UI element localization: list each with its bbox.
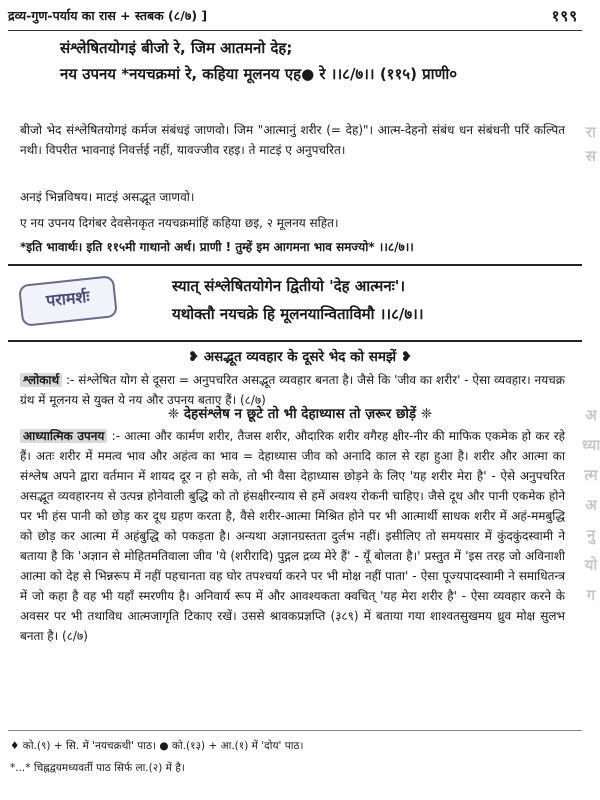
side-char: स [585,147,597,165]
shlokarth-text: :- संश्लेषित योग से दूसरा = अनुपचरित असद्भूत व्यवहार बनता है। जैसे कि 'जीव का शरीर' - ऐसा व्यवहार। नयचक्र ग्रंथ में मूलनय से युक्त ये नय और उपनय बताए हैं। (८/७) [20,373,565,407]
tabbaka-line-2: अनइं भिन्नविषय। माटइं असद्भूत जाणवो। [20,190,195,204]
paramarsh-line-2: यथोक्तौ नयचक्रे हि मूलनयान्विताविमौ ।।८/७।। [172,305,424,323]
upanay-paragraph [20,426,565,646]
upanay-text: :- आत्मा और कार्मण शरीर, तैजस शरीर, औदारिक शरीर वगैरह क्षीर-नीर की माफिक एकमेक हो कर रहे हैं। अतः शरीर में ममत्व भाव और अहंत्व का भाव = देहाध्यास जीव को अनादि काल से रहा हुआ है। शरीर और आत्मा का संश्लेष अपने द्वारा वर्तमान में शायद दूर न हो सके, तो भी वैसा देहाध्यास छोड़ने के लिए 'यह शरीर मेरा है' - ऐसे अनुपचरित असद्भूत व्यवहारनय से उत्पन्न होनेवाली बुद्धि को तो हंसक्षीरन्याय से हमें अवश्य रोकनी चाहिए। जैसे दूध और पानी एकमेक होने पर भी हंस पानी को छोड़ कर दूध ग्रहण करता है, वैसे शरीर-आत्मा मिश्रित होने पर भी आत्मार्थी साधक शरीर में अहं-ममबुद्धि को छोड़ कर आत्मा में अहंबुद्धि को पकड़ता है। अन्यथा अज्ञानग्रस्तता दुर्लभ नहीं। इसीलिए तो समयसार में कुंदकुंदस्वामी ने बताया है कि 'अज्ञान से मोहितमतिवाला जीव 'ये (शरीरादि) पुद्गल द्रव्य मेरे हैं' - यूँ बोलता है।' प्रस्तुत में 'इस तरह जो अविनाशी आत्मा को देह से भिन्नरूप में नहीं पहचानता वह घोर तपश्चर्या करने पर भी मोक्ष नहीं पाता' - ऐसा पूज्यपादस्वामी ने समाधितन्त्र में जो कहा है वह भी यहाँ स्मरणीय है। अनिवार्य रूप में और आवश्यकता क्वचित् 'यह मेरा शरीर है' - ऐसा व्यवहार करने के अवसर पर भी तथाविध आत्मजागृति टिकाए रखें। उससे श्रावकप्रज्ञप्ति (३८९) में बताया गया शाश्वतसुखमय ध्रुव मोक्ष सुलभ बनता है। (८/७) [20,429,565,643]
footnote-2: *...* चिह्नद्वयमध्यवर्ती पाठ सिर्फ ला.(२) में है। [10,762,185,774]
side-char: त्म [584,466,598,484]
shlokarth-tag: श्लोकार्थ [20,373,62,387]
paramarsh-box [8,264,582,342]
side-char: अ [585,496,597,514]
tabbaka-line-3: ए नय उपनय दिगंबर देवसेनकृत नयचक्रमांहिं कहिया छइ, २ मूलनय सहित। [20,216,339,230]
side-margin-bottom [582,400,600,610]
tabbaka-paragraph: बीजो भेद संश्लेषितयोगइं कर्मज संबंधइं जाणवो। जिम "आत्मानुं शरीर (= देह)"। आत्म-देहनो संबंध धन संबंधनी परिं कल्पित नथी। विपरीत भावनाइं निवर्त्तई नहीं, यावज्जीव रहइ। ते माटइं ए अनुपचरित। [20,123,565,157]
side-margin-top [582,120,600,168]
paramarsh-badge-label: परामर्शः [45,286,91,311]
verse-line-2: नय उपनय *नयचक्रमां रे, कहिया मूलनय एह● रे ।।८/७।। (११५) प्राणी० [60,65,458,83]
page-number: १९९ [551,7,578,25]
footnote-1: ♦ को.(९) + सि. में 'नयचक्रथी' पाठ। ● को.(१३) + आ.(१) में 'दोय' पाठ। [10,740,304,752]
tabbaka-line-4: *इति भावार्थः। इति ११५मी गाथानो अर्थ। प्राणी ! तुम्हें इम आगमना भाव समज्यो* ।।८/७।। [20,240,414,254]
running-title: द्रव्य-गुण-पर्याय का रास + स्तबक (८/७) ] [8,8,208,23]
footnotes [8,730,582,793]
verse-line-1: संश्लेषितयोगइं बीजो रे, जिम आतमनो देह; [60,39,293,57]
section-2-title: ❈ देहसंश्लेष न छूटे तो भी देहाध्यास तो ज़रूर छोड़ें ❈ [167,406,433,422]
paramarsh-badge [18,275,118,327]
page-header [8,4,582,31]
side-char: अ [585,406,597,424]
side-char: ध्या [582,436,600,454]
side-char: यो [584,556,598,574]
side-char: नु [586,526,596,544]
upanay-tag: आध्यात्मिक उपनय [20,429,107,443]
paramarsh-line-1: स्यात् संश्लेषितयोगेन द्वितीयो 'देह आत्मनः'। [172,277,406,295]
side-char: ग [586,586,596,604]
side-char: रा [585,123,597,141]
section-1-title: ❥ असद्भूत व्यवहार के दूसरे भेद को समझें ❥ [187,349,413,365]
